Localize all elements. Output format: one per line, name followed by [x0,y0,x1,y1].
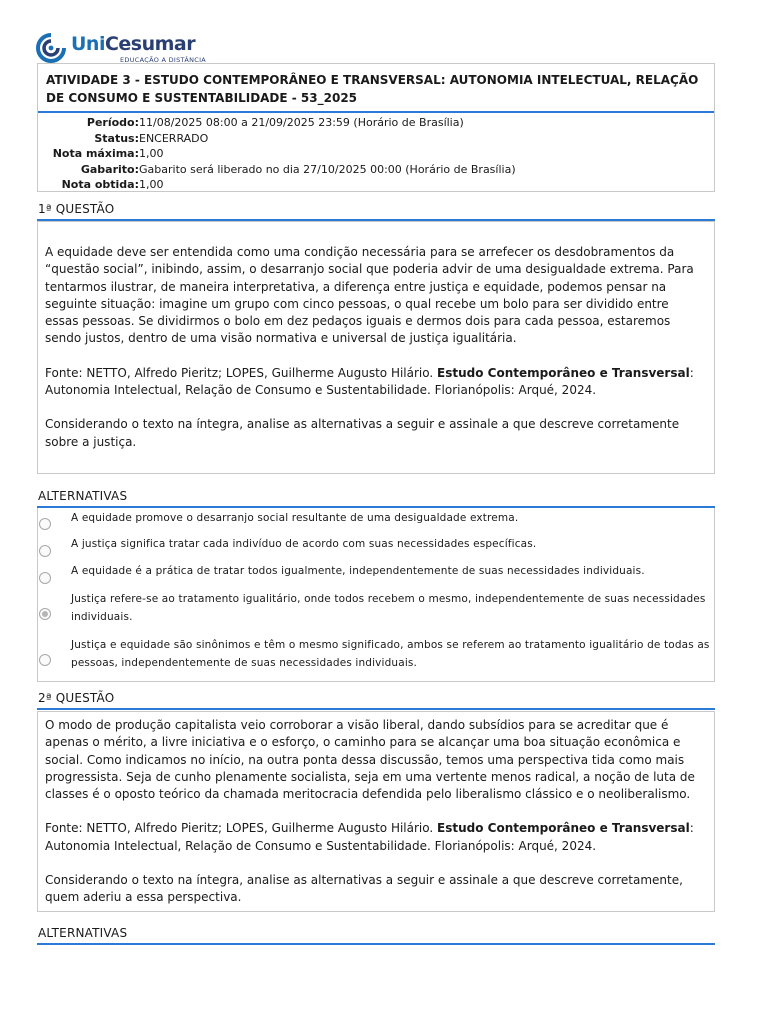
question-1-alternatives [37,508,715,682]
info-value: ENCERRADO [139,131,209,145]
activity-info-panel [37,63,715,192]
alternative-text: A equidade é a prática de tratar todos igualmente, independentemente de suas necessidades individuais. [71,565,645,577]
radio-button[interactable] [39,545,51,557]
question-2-instruction: Considerando o texto na íntegra, analise as alternativas a seguir e assinale a que descreve corretamente, quem aderiu a essa perspectiva. [45,873,683,905]
info-value: Gabarito será liberado no dia 27/10/2025 00:00 (Horário de Brasília) [139,162,516,176]
alternative-text: Justiça refere-se ao tratamento igualitário, onde todos recebem o mesmo, independentemente de suas necessidades individuais. [71,593,706,623]
source-title: Estudo Contemporâneo e Transversal [437,821,690,836]
radio-button[interactable] [39,654,51,666]
question-2-statement [37,711,715,912]
info-row-gabarito [38,162,714,178]
unicesumar-logo-icon [36,33,66,63]
question-1-text: A equidade deve ser entendida como uma condição necessária para se arrefecer os desdobramentos da “questão social”, inibindo, assim, o desarranjo social que poderia advir de uma desigualdade extrema. Para tentarmos ilustrar, de maneira interpretativa, a diferença entre justiça e equidade, podemos pensar na seguinte situação: imagine um grupo com cinco pessoas, o qual recebe um bolo para ser dividido entre essas pessoas. Se dividirmos o bolo em dez pedaços iguais e dermos dois para cada pessoa, estaremos sendo justos, dentro de uma visão normativa e universal de justiça igualitária. [45,245,694,346]
info-row-periodo [38,115,714,131]
radio-button[interactable] [39,572,51,584]
info-label: Nota máxima: [52,147,139,160]
source-prefix: Fonte: NETTO, Alfredo Pieritz; LOPES, Guilherme Augusto Hilário. [45,821,438,836]
info-label: Nota obtida: [61,178,139,191]
info-label: Período: [86,116,139,129]
question-2-text: O modo de produção capitalista veio corroborar a visão liberal, dando subsídios para se acreditar que é apenas o mérito, a livre iniciativa e o esforço, o caminho para se alcançar uma boa situação econômica e social. Como indicamos no início, na outra ponta dessa discussão, temos uma perspectiva tida como mais progressista. Seja de cunho plenamente socialista, seja em uma vertente menos radical, a noção de luta de classes é o oposto teórico da chamada meritocracia defendida pelo liberalismo clássico e o neoliberalismo. [45,718,695,802]
radio-button[interactable] [39,518,51,530]
activity-title: ATIVIDADE 3 - ESTUDO CONTEMPORÂNEO E TRANSVERSAL: AUTONOMIA INTELECTUAL, RELAÇÃO DE CONSUMO E SUSTENTABILIDADE - 53_2025 [38,64,714,113]
info-label: Gabarito: [80,162,139,176]
source-title: Estudo Contemporâneo e Transversal [437,365,690,380]
source-prefix: Fonte: NETTO, Alfredo Pieritz; LOPES, Guilherme Augusto Hilário. [45,365,438,380]
info-row-nota-obtida [38,177,714,193]
logo-wordmark-uni: Uni [71,33,105,55]
unicesumar-logo [36,31,207,67]
logo-wordmark [71,33,195,55]
question-2-header: 2ª QUESTÃO [37,691,715,710]
question-2-source [45,820,704,855]
question-1-source [45,365,704,400]
info-row-nota-maxima [38,146,714,162]
info-value: 1,00 [139,147,164,160]
alternative-text: Justiça e equidade são sinônimos e têm o mesmo significado, ambos se referem ao tratamento igualitário de todas as pessoas, independentemente de suas necessidades individuais. [71,639,710,669]
question-1-alternatives-header: ALTERNATIVAS [37,489,715,508]
radio-button-selected[interactable] [39,608,51,620]
info-row-status [38,131,714,147]
source-suffix: : Autonomia Intelectual, Relação de Consumo e Sustentabilidade. Florianópolis: Arqué, 2024. [45,365,694,398]
question-1-header: 1ª QUESTÃO [37,202,715,221]
source-suffix: : Autonomia Intelectual, Relação de Consumo e Sustentabilidade. Florianópolis: Arqué, 2024. [45,821,694,853]
question-1-instruction: Considerando o texto na íntegra, analise as alternativas a seguir e assinale a que descreve corretamente sobre a justiça. [45,417,680,449]
alternative-text: A justiça significa tratar cada indivíduo de acordo com suas necessidades específicas. [71,538,537,550]
logo-wordmark-cesumar: Cesumar [104,33,196,55]
activity-details [38,113,714,193]
info-label: Status: [94,131,139,145]
info-value: 1,00 [139,178,164,191]
question-1-statement [37,221,715,474]
logo-subtitle: EDUCAÇÃO A DISTÂNCIA [120,56,207,64]
alternative-text: A equidade promove o desarranjo social resultante de uma desigualdade extrema. [71,512,519,524]
question-2-alternatives-header: ALTERNATIVAS [37,926,715,945]
info-value: 11/08/2025 08:00 a 21/09/2025 23:59 (Horário de Brasília) [139,116,464,129]
